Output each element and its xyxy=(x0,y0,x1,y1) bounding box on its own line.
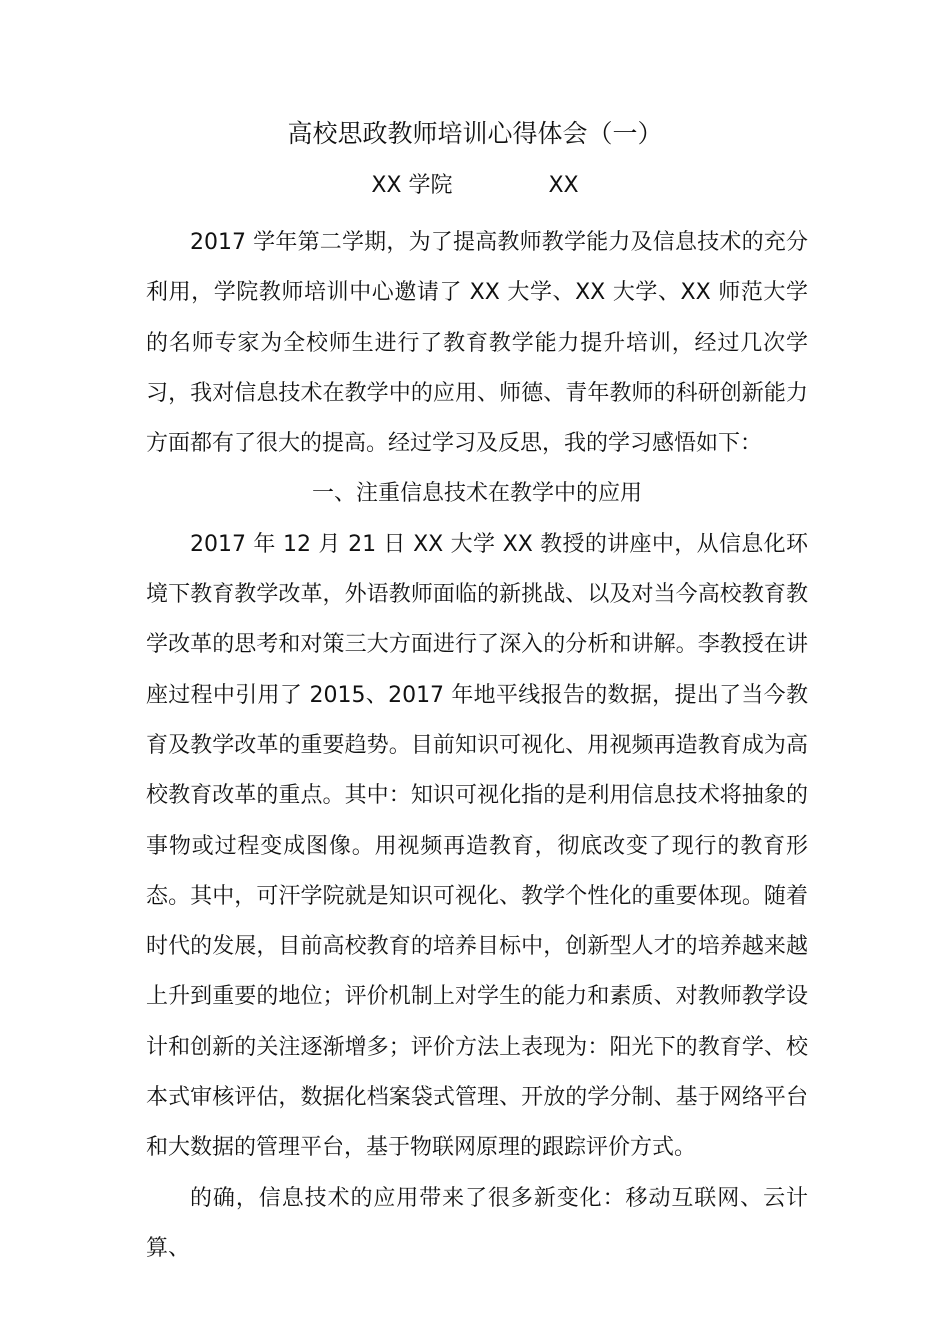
document-body xyxy=(146,218,808,1274)
intro-paragraph: 2017 学年第二学期，为了提高教师教学能力及信息技术的充分利用，学院教师培训中心邀请了 XX 大学、XX 大学、XX 师范大学的名师专家为全校师生进行了教育教学能力提升培训，经过几次学习，我对信息技术在教学中的应用、师德、青年教师的科研创新能力方面都有了很大的提高。经过学习及反思，我的学习感悟如下： xyxy=(146,230,808,457)
byline-institution: XX 学院 xyxy=(371,173,453,198)
document-title: 高校思政教师培训心得体会（一） xyxy=(287,119,663,148)
body-paragraph: 2017 年 12 月 21 日 XX 大学 XX 教授的讲座中，从信息化环境下教育教学改革，外语教师面临的新挑战、以及对当今高校教育教学改革的思考和对策三大方面进行了深入的分析和讲解。李教授在讲座过程中引用了 2015、2017 年地平线报告的数据，提出了当今教育及教学改革的重要趋势。目前知识可视化、用视频再造教育成为高校教育改革的重点。其中：知识可视化指的是利用信息技术将抽象的事物或过程变成图像。用视频再造教育，彻底改变了现行的教育形态。其中，可汗学院就是知识可视化、教学个性化的重要体现。随着时代的发展，目前高校教育的培养目标中，创新型人才的培养越来越上升到重要的地位；评价机制上对学生的能力和素质、对教师教学设计和创新的关注逐渐增多；评价方法上表现为：阳光下的教育学、校本式审核评估，数据化档案袋式管理、开放的学分制、基于网络平台和大数据的管理平台，基于物联网原理的跟踪评价方式。 xyxy=(146,531,808,1161)
body-paragraph-continued: 的确，信息技术的应用带来了很多新变化：移动互联网、云计算、 xyxy=(146,1185,808,1261)
byline xyxy=(0,168,950,204)
byline-author: XX xyxy=(548,173,579,198)
section-heading: 一、注重信息技术在教学中的应用 xyxy=(311,481,642,507)
